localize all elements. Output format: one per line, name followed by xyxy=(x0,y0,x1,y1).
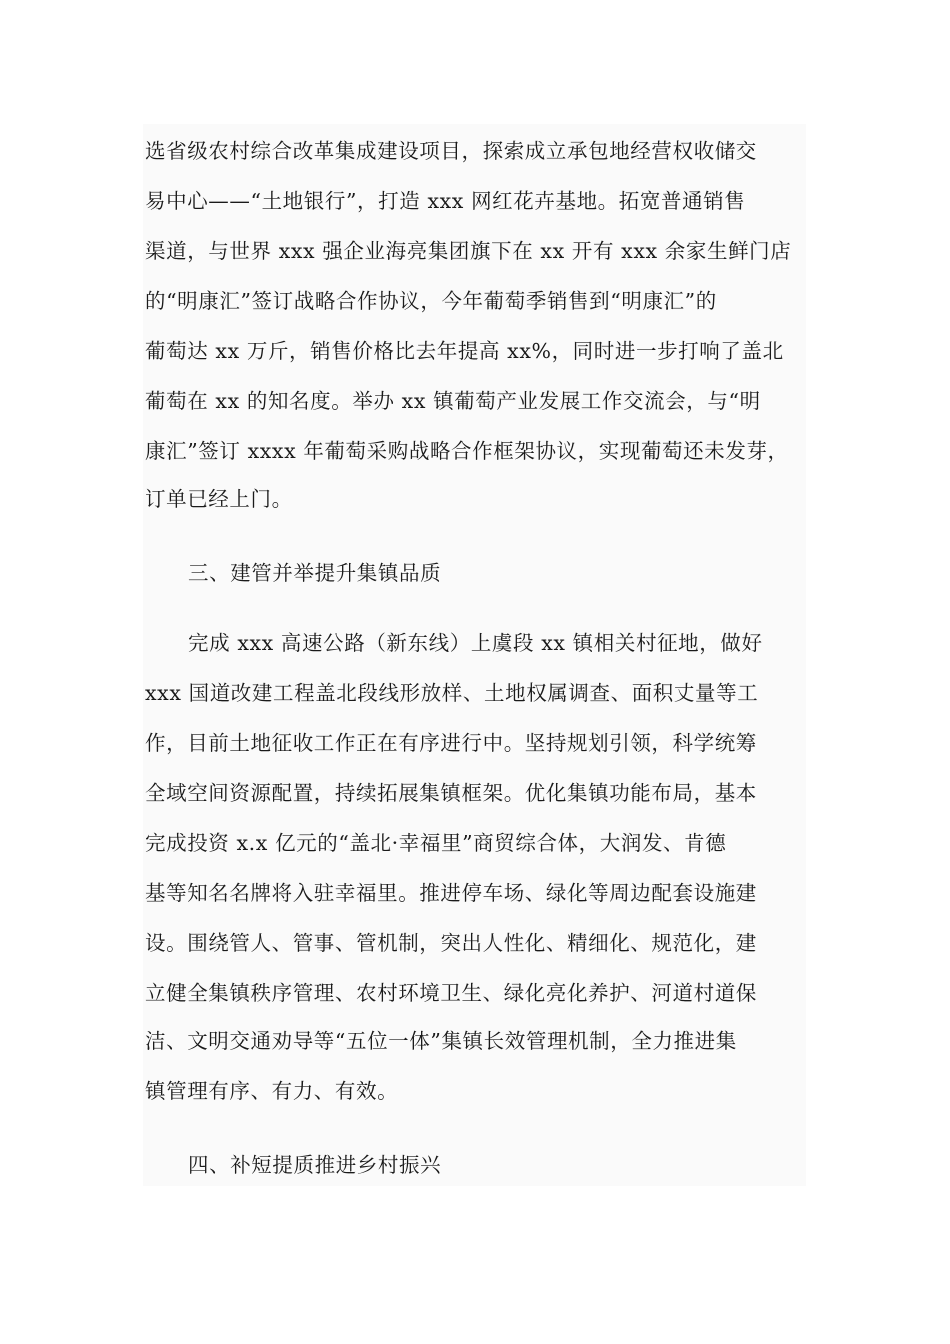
paragraph-line: 全域空间资源配置，持续拓展集镇框架。优化集镇功能布局，基本 xyxy=(145,781,757,805)
paragraph-line: 完成 xxx 高速公路（新东线）上虞段 xx 镇相关村征地，做好 xyxy=(188,631,763,655)
section-heading: 三、建管并举提升集镇品质 xyxy=(188,561,442,585)
paragraph-line: 镇管理有序、有力、有效。 xyxy=(145,1079,399,1103)
paragraph-line: 葡萄在 xx 的知名度。举办 xx 镇葡萄产业发展工作交流会，与“明 xyxy=(145,389,761,413)
paragraph-line: 作，目前土地征收工作正在有序进行中。坚持规划引领，科学统筹 xyxy=(145,731,757,755)
section-heading: 四、补短提质推进乡村振兴 xyxy=(188,1153,442,1177)
paragraph-line: 康汇”签订 xxxx 年葡萄采购战略合作框架协议，实现葡萄还未发芽， xyxy=(145,439,789,463)
paragraph-line: 选省级农村综合改革集成建设项目，探索成立承包地经营权收储交 xyxy=(145,139,757,163)
paragraph-line: 渠道，与世界 xxx 强企业海亮集团旗下在 xx 开有 xxx 余家生鲜门店 xyxy=(145,239,792,263)
paragraph-line: 洁、文明交通劝导等“五位一体”集镇长效管理机制，全力推进集 xyxy=(145,1029,737,1053)
paragraph-line: 立健全集镇秩序管理、农村环境卫生、绿化亮化养护、河道村道保 xyxy=(145,981,757,1005)
paragraph-line: 的“明康汇”签订战略合作协议，今年葡萄季销售到“明康汇”的 xyxy=(145,289,717,313)
paragraph-line: 订单已经上门。 xyxy=(145,487,293,511)
paragraph-line: 易中心——“土地银行”，打造 xxx 网红花卉基地。拓宽普通销售 xyxy=(145,189,746,213)
paragraph-line: 设。围绕管人、管事、管机制，突出人性化、精细化、规范化，建 xyxy=(145,931,757,955)
paragraph-line: 基等知名名牌将入驻幸福里。推进停车场、绿化等周边配套设施建 xyxy=(145,881,757,905)
paragraph-line: 完成投资 x.x 亿元的“盖北·幸福里”商贸综合体，大润发、肯德 xyxy=(145,831,727,855)
paragraph-line: 葡萄达 xx 万斤，销售价格比去年提高 xx%，同时进一步打响了盖北 xyxy=(145,339,784,363)
paragraph-line: xxx 国道改建工程盖北段线形放样、土地权属调查、面积丈量等工 xyxy=(145,681,759,705)
